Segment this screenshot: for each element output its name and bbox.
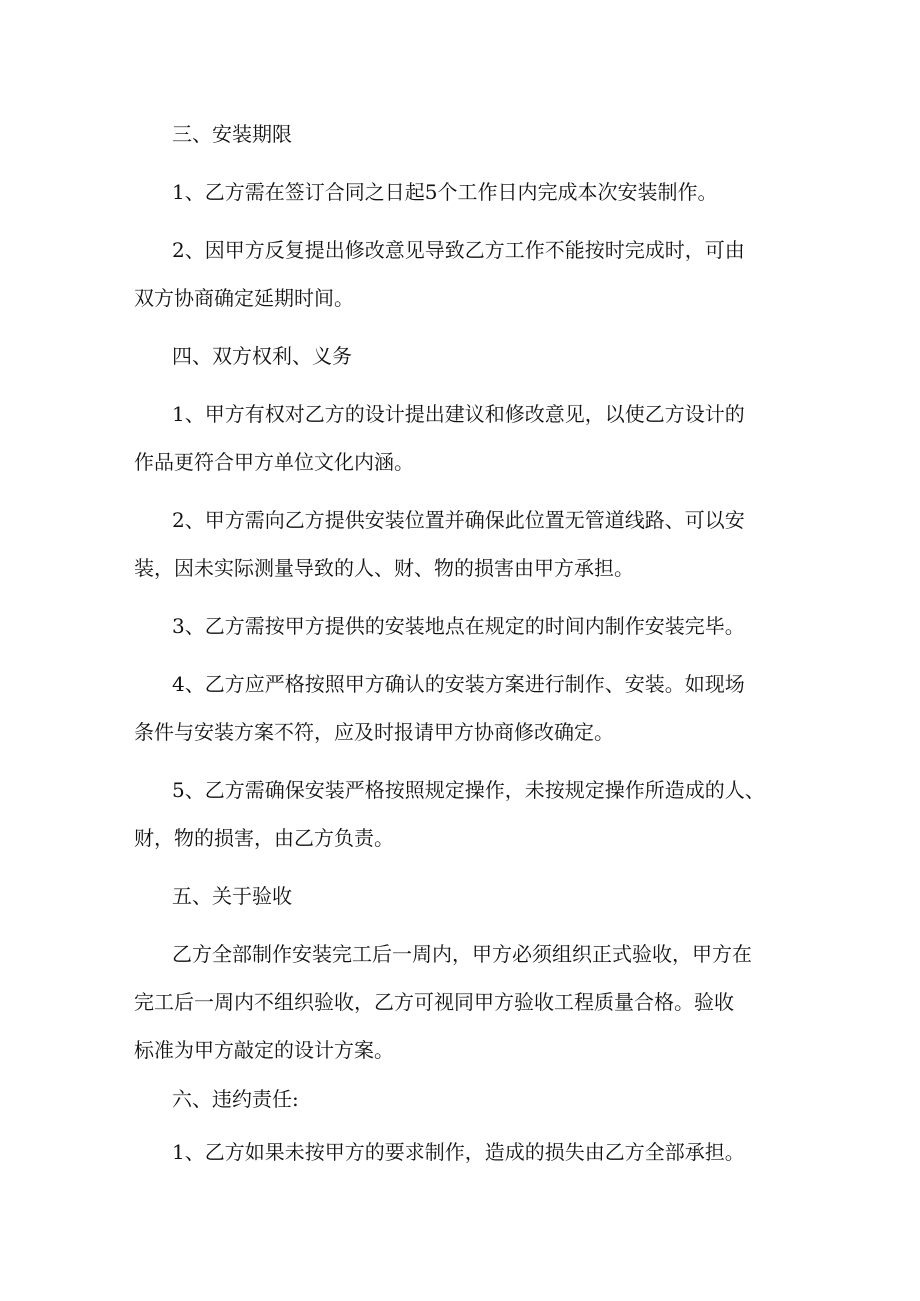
section-heading: 六、违约责任:	[172, 1087, 299, 1111]
paragraph-line: 1、甲方有权对乙方的设计提出建议和修改意见，以使乙方设计的	[172, 402, 745, 426]
paragraph-line: 5、乙方需确保安装严格按照规定操作，未按规定操作所造成的人、	[172, 778, 765, 802]
paragraph-line: 财，物的损害，由乙方负责。	[134, 826, 394, 850]
section-heading: 五、关于验收	[172, 884, 292, 908]
paragraph-line: 完工后一周内不组织验收，乙方可视同甲方验收工程质量合格。验收	[134, 990, 734, 1014]
paragraph-line: 标准为甲方敲定的设计方案。	[134, 1038, 394, 1062]
paragraph-line: 双方协商确定延期时间。	[134, 286, 354, 310]
paragraph-line: 1、乙方如果未按甲方的要求制作，造成的损失由乙方全部承担。	[172, 1140, 745, 1164]
paragraph-line: 3、乙方需按甲方提供的安装地点在规定的时间内制作安装完毕。	[172, 614, 745, 638]
paragraph-line: 2、甲方需向乙方提供安装位置并确保此位置无管道线路、可以安	[172, 508, 745, 532]
paragraph-line: 作品更符合甲方单位文化内涵。	[134, 450, 414, 474]
paragraph-line: 4、乙方应严格按照甲方确认的安装方案进行制作、安装。如现场	[172, 672, 745, 696]
paragraph-line: 2、因甲方反复提出修改意见导致乙方工作不能按时完成时，可由	[172, 238, 745, 262]
paragraph-line: 装，因未实际测量导致的人、财、物的损害由甲方承担。	[134, 556, 634, 580]
section-heading: 四、双方权利、义务	[172, 344, 352, 368]
paragraph-line: 1、乙方需在签订合同之日起5个工作日内完成本次安装制作。	[172, 180, 718, 204]
paragraph-line: 条件与安装方案不符，应及时报请甲方协商修改确定。	[134, 720, 614, 744]
section-heading: 三、安装期限	[172, 122, 292, 146]
paragraph-line: 乙方全部制作安装完工后一周内，甲方必须组织正式验收，甲方在	[172, 942, 752, 966]
